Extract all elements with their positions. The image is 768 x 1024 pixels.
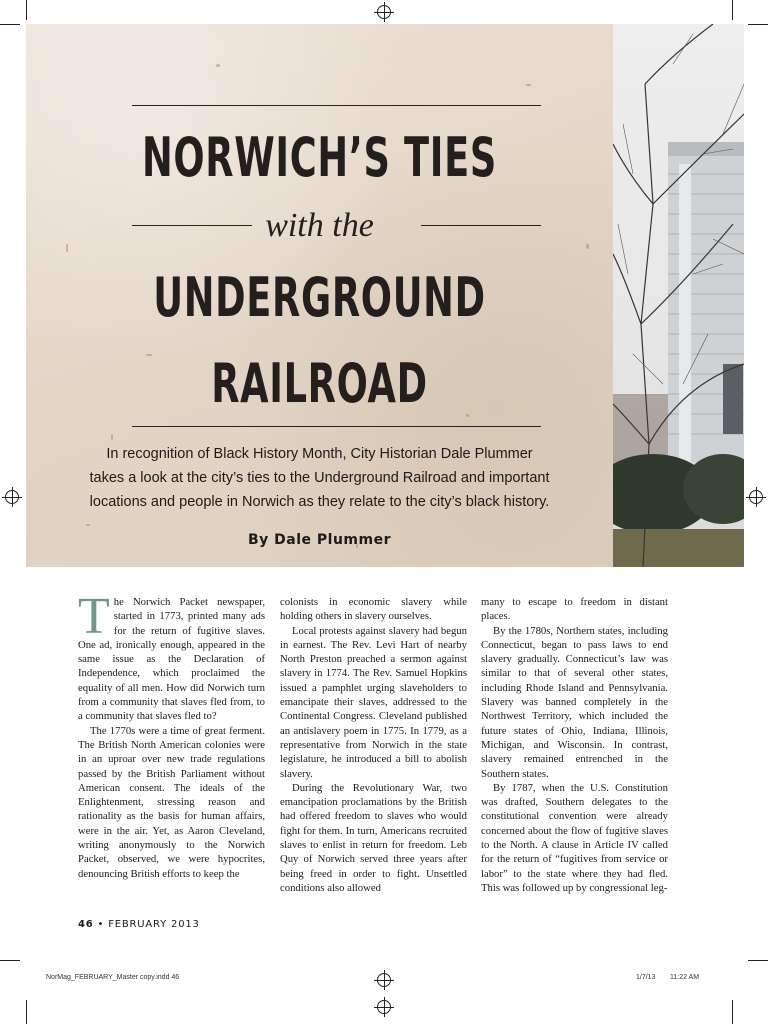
headline-line-4: RAILROAD [211, 352, 428, 415]
article-paragraph: The 1770s were a time of great ferment. The British North American colonies were in an uproar over new trade regulations passed by the British Parliament without American consent. The ideals of the Enlightenment, stressing reason and rationality as the basis for human affairs, were in the air. Yet, as Aaron Cleveland, writing anonymously to the Norwich Packet, observed, we were hypocrites, denouncing British efforts to keep the [78, 724, 265, 880]
crop-mark [732, 0, 733, 20]
paper-fleck [86, 524, 90, 526]
headline-line-1: NORWICH’S TIES [141, 126, 498, 189]
headline-line-2: with the [265, 207, 374, 244]
issue-date: FEBRUARY 2013 [108, 919, 200, 930]
intro-line: In recognition of Black History Month, City Historian Dale Plummer [106, 446, 533, 462]
house-photo [613, 24, 744, 567]
folio-separator: • [97, 919, 105, 930]
hero-banner [26, 24, 744, 567]
page-folio [78, 919, 200, 930]
paper-fleck [111, 434, 113, 440]
registration-mark-icon [377, 973, 391, 987]
crop-mark [748, 960, 768, 961]
crop-mark [0, 960, 20, 961]
article-paragraph: Local protests against slavery had begun in earnest. The Rev. Levi Hart of nearby North Preston preached a sermon against slavery in 1774. The Rev. Samuel Hopkins issued a pamphlet urging slaveholders to emancipate their slaves, addressed to the Continental Congress. Cleveland published an antislavery poem in 1775. In 1779, as a representative from Norwich in the state legislature, he introduced a bill to abolish slavery. [280, 624, 467, 780]
headline-line-3: UNDERGROUND [153, 266, 486, 329]
paper-background [26, 24, 613, 567]
house-tree-illustration [613, 24, 744, 567]
article-column-2 [280, 595, 467, 895]
drop-cap: T [78, 588, 110, 645]
paper-fleck [216, 64, 220, 67]
headline-rule-top [132, 105, 541, 106]
print-slug-file: NorMag_FEBRUARY_Master copy.indd 46 [46, 974, 180, 981]
crop-mark [0, 24, 20, 25]
article-paragraph: colonists in economic slavery while holding others in slavery ourselves. [280, 596, 467, 623]
registration-mark-icon [749, 490, 763, 504]
article-paragraph: many to escape to freedom in distant places. [481, 596, 668, 623]
intro-line: locations and people in Norwich as they relate to the city’s black history. [89, 494, 550, 510]
article-paragraph: By the 1780s, Northern states, including Connecticut, began to pass laws to end slavery gradually. Connecticut’s law was similar to that of several other states, including Rhode Island and Pennsylvania. Slavery was banned completely in the Northwest Territory, which included the future states of Ohio, Indiana, Illinois, Michigan, and Wisconsin. In contrast, slavery remained entrenched in the Southern states. [481, 624, 668, 780]
headline-rule-bottom [132, 426, 541, 427]
headline-rule-right [421, 225, 541, 226]
intro-line: takes a look at the city’s ties to the Underground Railroad and important [89, 470, 550, 486]
paper-fleck [66, 244, 68, 252]
crop-mark [26, 1000, 27, 1024]
registration-mark-icon [377, 1000, 391, 1014]
article-column-3 [481, 595, 668, 895]
page-number: 46 [78, 919, 94, 930]
byline: By Dale Plummer [247, 532, 391, 548]
paper-fleck [526, 84, 531, 86]
article-paragraph: By 1787, when the U.S. Constitution was drafted, Southern delegates to the constitutional convention were already concerned about the flow of fugitive slaves to the North. A clause in Article IV called for the return of “fugitives from service or labor” to the state where they had fled. This was followed up by congressional leg- [481, 781, 668, 894]
print-slug-time: 11:22 AM [670, 974, 700, 981]
article-paragraph: During the Revolutionary War, two emancipation proclamations by the British had offered freedom to slaves who would fight for them. In turn, Americans recruited slaves to enlist in return for freedom. Leb Quy of Norwich served three years after being freed in order to fight. Unsettled conditions also allowed [280, 781, 467, 894]
registration-mark-icon [377, 5, 391, 19]
crop-mark [732, 1000, 733, 1024]
intro-deck [66, 442, 573, 514]
crop-mark [748, 24, 768, 25]
registration-mark-icon [5, 490, 19, 504]
article-column-1 [78, 588, 265, 881]
article-paragraph: The Norwich Packet newspaper, started in 1773, printed many ads for the return of fugitive slaves. One ad, ironically enough, appeared in the same issue as the Declaration of Independence, which proclaimed the equality of all men. How did Norwich turn from a community that slaves fled from, to a community that slaves fled to? [78, 588, 265, 723]
crop-mark [26, 0, 27, 20]
print-slug-date: 1/7/13 [636, 974, 656, 981]
